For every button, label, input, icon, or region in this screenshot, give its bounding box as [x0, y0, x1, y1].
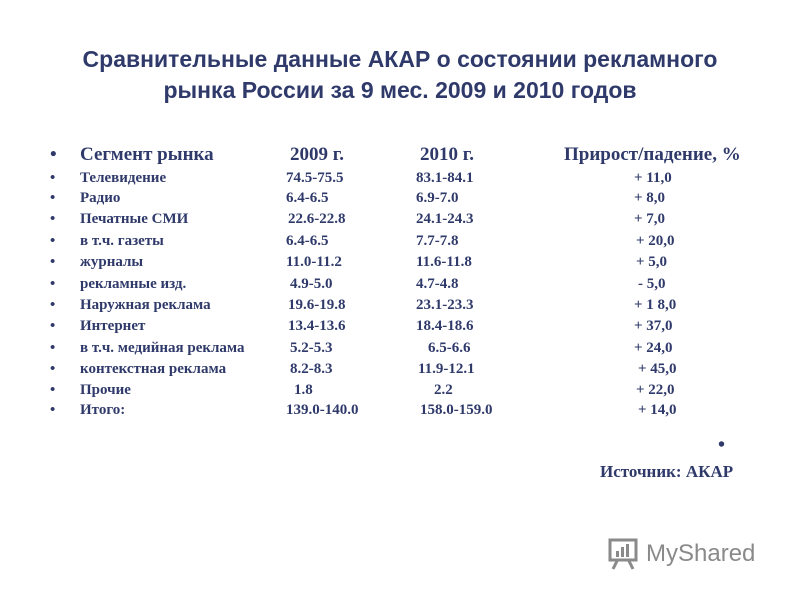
source-bullet: •	[718, 434, 726, 456]
table-row	[50, 276, 770, 296]
table-row	[50, 340, 770, 360]
bullet: •	[50, 190, 56, 206]
bullet: •	[50, 402, 56, 418]
cell-y2010: 6.5-6.6	[428, 340, 471, 356]
table-row	[50, 382, 770, 402]
watermark-logo	[608, 537, 768, 571]
cell-segment: Прочие	[80, 382, 131, 398]
bullet: •	[50, 340, 56, 356]
cell-change: - 5,0	[638, 276, 666, 292]
table-row	[50, 402, 770, 422]
cell-segment: в т.ч. газеты	[80, 233, 164, 249]
table-row	[50, 211, 770, 231]
table-row	[50, 170, 770, 190]
cell-y2009: 11.0-11.2	[286, 254, 342, 270]
cell-change: + 5,0	[636, 254, 668, 270]
slide-title	[0, 44, 800, 106]
cell-y2010: 4.7-4.8	[416, 276, 459, 292]
table-row	[50, 297, 770, 317]
bullet: •	[50, 254, 56, 270]
bullet: •	[50, 297, 56, 313]
source-note: Источник: АКАР	[600, 462, 734, 481]
cell-change: + 20,0	[636, 233, 675, 249]
cell-y2009: 19.6-19.8	[288, 297, 346, 313]
bullet: •	[50, 211, 56, 227]
cell-segment: Итого:	[80, 402, 126, 418]
bullet: •	[50, 276, 56, 292]
cell-y2010: 2.2	[434, 382, 453, 398]
cell-segment: Радио	[80, 190, 121, 206]
cell-y2009: 6.4-6.5	[286, 233, 329, 249]
cell-change: + 8,0	[634, 190, 666, 206]
cell-change: + 11,0	[634, 170, 672, 186]
cell-segment: Наружная реклама	[80, 297, 211, 313]
cell-segment: рекламные изд.	[80, 276, 187, 292]
cell-segment: в т.ч. медийная реклама	[80, 340, 245, 356]
header-2010: 2010 г.	[420, 144, 474, 165]
cell-y2010: 11.9-12.1	[418, 361, 475, 377]
watermark-text: MyShared	[646, 540, 756, 567]
cell-change: + 7,0	[634, 211, 666, 227]
cell-change: + 14,0	[638, 402, 677, 418]
cell-change: + 22,0	[636, 382, 675, 398]
header-segment: Сегмент рынка	[80, 144, 214, 165]
cell-y2009: 139.0-140.0	[286, 402, 359, 418]
cell-change: + 37,0	[634, 318, 673, 334]
cell-segment: Интернет	[80, 318, 146, 334]
cell-y2009: 74.5-75.5	[286, 170, 344, 186]
cell-y2009: 6.4-6.5	[286, 190, 329, 206]
bullet: •	[50, 318, 56, 334]
table-row	[50, 254, 770, 274]
table-row	[50, 361, 770, 381]
cell-y2010: 11.6-11.8	[416, 254, 472, 270]
bullet: •	[50, 144, 57, 165]
cell-y2010: 158.0-159.0	[420, 402, 493, 418]
cell-y2009: 13.4-13.6	[288, 318, 346, 334]
table-row	[50, 190, 770, 210]
cell-change: + 45,0	[638, 361, 677, 377]
header-change: Прирост/падение, %	[564, 144, 741, 165]
cell-segment: Телевидение	[80, 170, 167, 186]
cell-segment: журналы	[80, 254, 144, 270]
table-row	[50, 233, 770, 253]
slide-title-line-1: Сравнительные данные АКАР о состоянии рекламного	[82, 46, 718, 72]
cell-y2009: 8.2-8.3	[290, 361, 333, 377]
cell-y2010: 18.4-18.6	[416, 318, 474, 334]
cell-y2010: 6.9-7.0	[416, 190, 459, 206]
table-row	[50, 318, 770, 338]
presentation-board-icon	[608, 537, 642, 571]
cell-y2009: 22.6-22.8	[288, 211, 346, 227]
cell-y2010: 83.1-84.1	[416, 170, 474, 186]
cell-y2010: 24.1-24.3	[416, 211, 474, 227]
bullet: •	[50, 170, 56, 186]
bullet: •	[50, 382, 56, 398]
cell-segment: контекстная реклама	[80, 361, 227, 377]
header-2009: 2009 г.	[290, 144, 344, 165]
cell-change: + 24,0	[634, 340, 673, 356]
cell-segment: Печатные СМИ	[80, 211, 189, 227]
table-header-row	[50, 144, 770, 168]
cell-y2010: 23.1-23.3	[416, 297, 474, 313]
cell-y2010: 7.7-7.8	[416, 233, 459, 249]
bullet: •	[50, 361, 56, 377]
bullet: •	[50, 233, 56, 249]
cell-y2009: 4.9-5.0	[290, 276, 333, 292]
cell-y2009: 1.8	[294, 382, 313, 398]
cell-change: + 1 8,0	[634, 297, 677, 313]
cell-y2009: 5.2-5.3	[290, 340, 333, 356]
slide-title-line-2: рынка России за 9 мес. 2009 и 2010 годов	[163, 77, 637, 103]
